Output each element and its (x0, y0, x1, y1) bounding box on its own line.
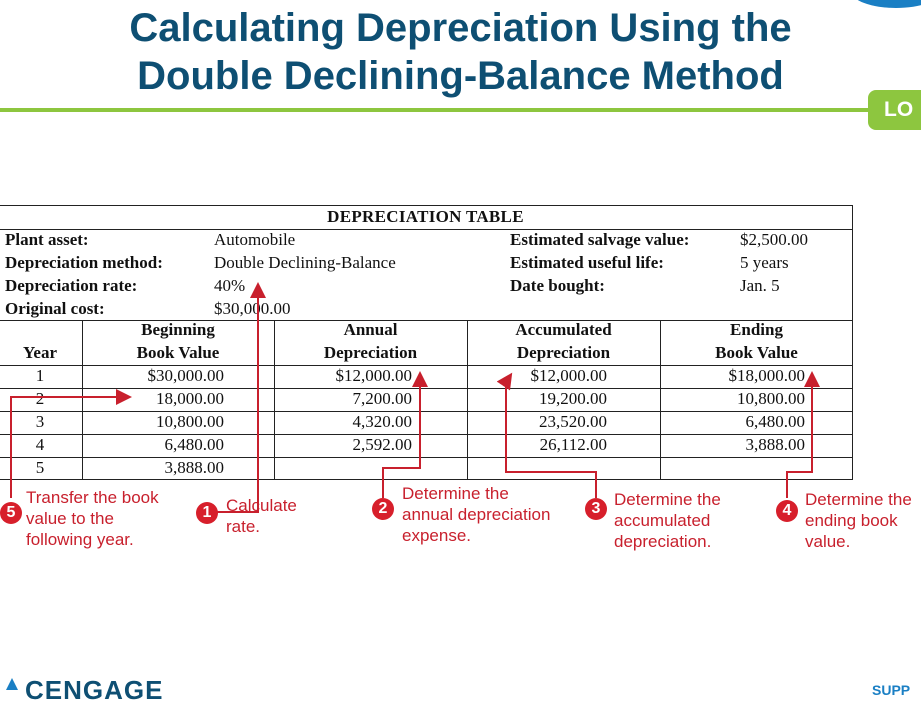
cell-year: 3 (35, 412, 45, 431)
step-badge-5: 5 (0, 502, 22, 524)
cell-ending: 6,480.00 (745, 412, 805, 431)
step-badge-3: 3 (585, 498, 607, 520)
info-value: $30,000.00 (214, 299, 291, 318)
title-line-1: Calculating Depreciation Using the (129, 6, 792, 50)
info-value: 5 years (740, 253, 789, 272)
note-accumulated: Determine the accumulated depreciation. (614, 490, 721, 551)
note-transfer: Transfer the book value to the following year. (26, 488, 159, 549)
header-annual: Depreciation (323, 343, 418, 362)
header-accumulated: Accumulated (515, 320, 612, 339)
step-badge-2: 2 (372, 498, 394, 520)
cell-beginning: 10,800.00 (156, 412, 224, 431)
cell-year: 2 (35, 389, 45, 408)
info-label: Date bought: (510, 276, 605, 295)
title-divider (0, 108, 880, 112)
header-year: Year (23, 343, 57, 362)
cell-annual: 4,320.00 (352, 412, 412, 431)
info-value: $2,500.00 (740, 230, 808, 249)
cell-year: 1 (35, 366, 45, 385)
depreciation-table (0, 205, 854, 480)
header-annual: Annual (343, 320, 398, 339)
info-label: Plant asset: (5, 230, 89, 249)
info-label: Original cost: (5, 299, 105, 318)
info-value: Jan. 5 (740, 276, 780, 295)
note-annual: Determine the annual depreciation expense. (402, 484, 551, 545)
cell-accumulated: 19,200.00 (539, 389, 607, 408)
publisher-logo: CENGAGE (25, 675, 164, 705)
cell-ending: $18,000.00 (728, 366, 805, 385)
cell-beginning: $30,000.00 (147, 366, 224, 385)
info-label: Depreciation rate: (5, 276, 138, 295)
info-label: Estimated useful life: (510, 253, 664, 272)
cell-accumulated: $12,000.00 (530, 366, 607, 385)
info-value: Double Declining-Balance (214, 253, 396, 272)
cell-annual: 2,592.00 (352, 435, 412, 454)
cell-annual: 7,200.00 (352, 389, 412, 408)
cell-ending: 3,888.00 (745, 435, 805, 454)
title-line-2: Double Declining-Balance Method (137, 54, 784, 98)
note-calculate-rate: Calculate rate. (226, 496, 297, 536)
step-badge-4: 4 (776, 500, 798, 522)
cell-annual: $12,000.00 (335, 366, 412, 385)
info-label: Depreciation method: (5, 253, 163, 272)
learning-objective-tab[interactable]: LO (868, 90, 921, 130)
header-ending: Ending (730, 320, 783, 339)
cell-ending: 10,800.00 (737, 389, 805, 408)
info-value: 40% (214, 276, 246, 295)
header-beginning: Book Value (136, 343, 220, 362)
header-accumulated: Depreciation (516, 343, 611, 362)
corner-label: SUPP (872, 682, 911, 698)
note-ending: Determine the ending book value. (805, 490, 912, 551)
table-title: DEPRECIATION TABLE (327, 207, 524, 226)
header-ending: Book Value (715, 343, 798, 362)
table-divider (0, 229, 853, 230)
cell-beginning: 3,888.00 (164, 458, 224, 477)
header-beginning: Beginning (141, 320, 215, 339)
cell-accumulated: 23,520.00 (539, 412, 607, 431)
cell-year: 5 (35, 458, 45, 477)
cell-accumulated: 26,112.00 (539, 435, 607, 454)
cell-beginning: 6,480.00 (164, 435, 224, 454)
cengage-logo-icon (4, 676, 20, 692)
step-badge-1: 1 (196, 502, 218, 524)
info-value: Automobile (214, 230, 296, 249)
info-label: Estimated salvage value: (510, 230, 690, 249)
cell-year: 4 (35, 435, 45, 454)
slide-title (0, 4, 921, 100)
cell-beginning: 18,000.00 (156, 389, 224, 408)
